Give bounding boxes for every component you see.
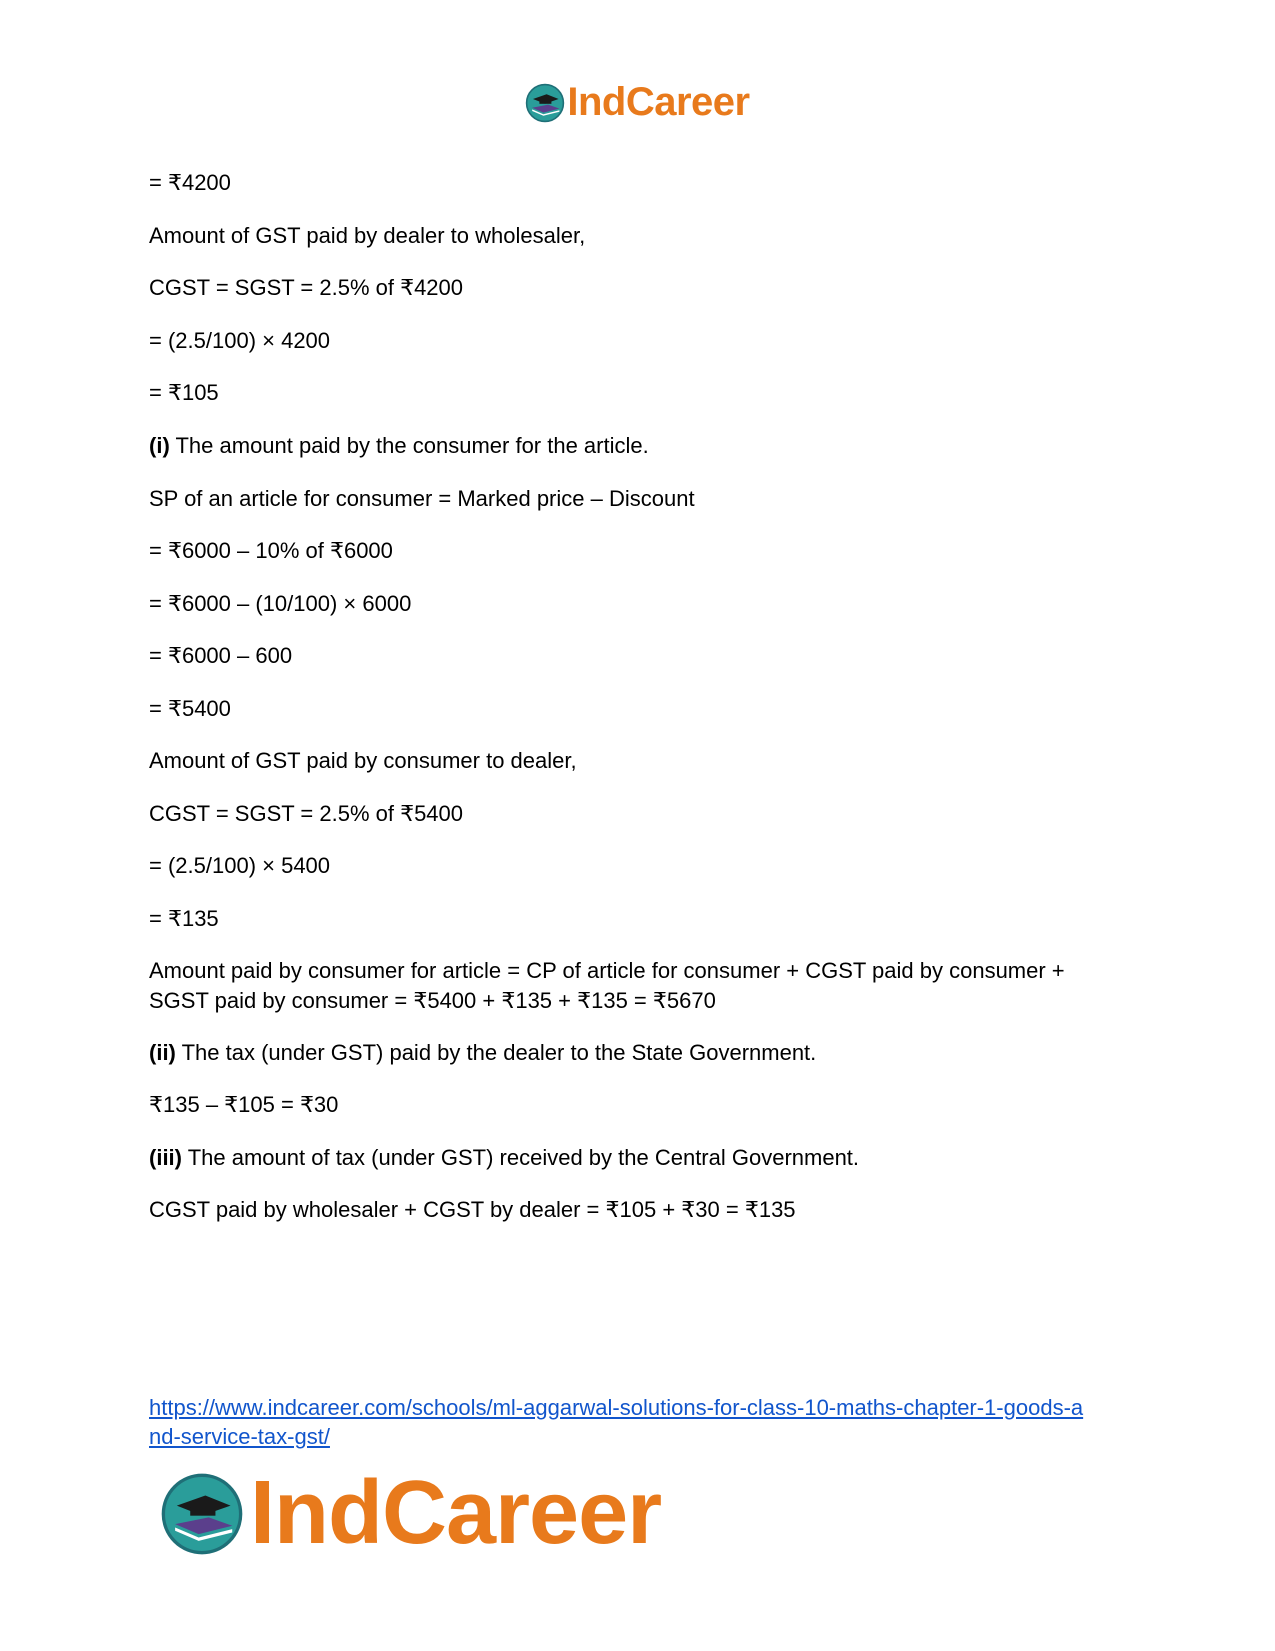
- header-logo-text: IndCareer: [567, 80, 750, 124]
- question-text: The amount paid by the consumer for the article.: [175, 433, 649, 458]
- question-label: (ii): [149, 1040, 176, 1065]
- text-line: Amount of GST paid by consumer to dealer,: [149, 748, 577, 773]
- source-link[interactable]: [149, 1393, 1129, 1451]
- question-iii: [149, 1143, 859, 1173]
- text-line: = (2.5/100) × 5400: [149, 853, 331, 878]
- text-line: = (2.5/100) × 4200: [149, 328, 331, 353]
- text-line: Amount of GST paid by dealer to wholesaler,: [149, 223, 586, 248]
- question-text: The amount of tax (under GST) received by the Central Government.: [187, 1145, 860, 1170]
- text-line: = ₹135: [149, 906, 219, 931]
- footer-logo: [160, 1462, 661, 1565]
- graduation-cap-book-icon: [160, 1472, 244, 1556]
- text-line: CGST = SGST = 2.5% of ₹4200: [149, 275, 464, 300]
- source-link-line[interactable]: nd-service-tax-gst/: [149, 1424, 330, 1449]
- text-line: = ₹105: [149, 380, 219, 405]
- text-line: ₹135 – ₹105 = ₹30: [149, 1092, 339, 1117]
- question-label: (iii): [149, 1145, 182, 1170]
- text-line: SP of an article for consumer = Marked price – Discount: [149, 486, 695, 511]
- header-logo: [0, 80, 1275, 125]
- text-line: = ₹6000 – 600: [149, 643, 293, 668]
- text-line: = ₹4200: [149, 170, 231, 195]
- graduation-cap-book-icon: [525, 83, 565, 123]
- question-i: [149, 431, 649, 461]
- question-label: (i): [149, 433, 170, 458]
- question-ii: [149, 1038, 816, 1068]
- paragraph-total: [149, 956, 1109, 1016]
- footer-logo-text: IndCareer: [250, 1463, 662, 1563]
- text-line: CGST paid by wholesaler + CGST by dealer = ₹105 + ₹30 = ₹135: [149, 1197, 796, 1222]
- text-line: CGST = SGST = 2.5% of ₹5400: [149, 801, 464, 826]
- text-line: Amount paid by consumer for article = CP of article for consumer + CGST paid by consumer +: [149, 958, 1065, 983]
- text-line: = ₹5400: [149, 696, 231, 721]
- text-line: = ₹6000 – (10/100) × 6000: [149, 591, 412, 616]
- text-line: = ₹6000 – 10% of ₹6000: [149, 538, 393, 563]
- question-text: The tax (under GST) paid by the dealer to the State Government.: [181, 1040, 817, 1065]
- text-line: SGST paid by consumer = ₹5400 + ₹135 + ₹135 = ₹5670: [149, 988, 716, 1013]
- source-link-line[interactable]: https://www.indcareer.com/schools/ml-aggarwal-solutions-for-class-10-maths-chapter-1-goods-a: [149, 1395, 1084, 1420]
